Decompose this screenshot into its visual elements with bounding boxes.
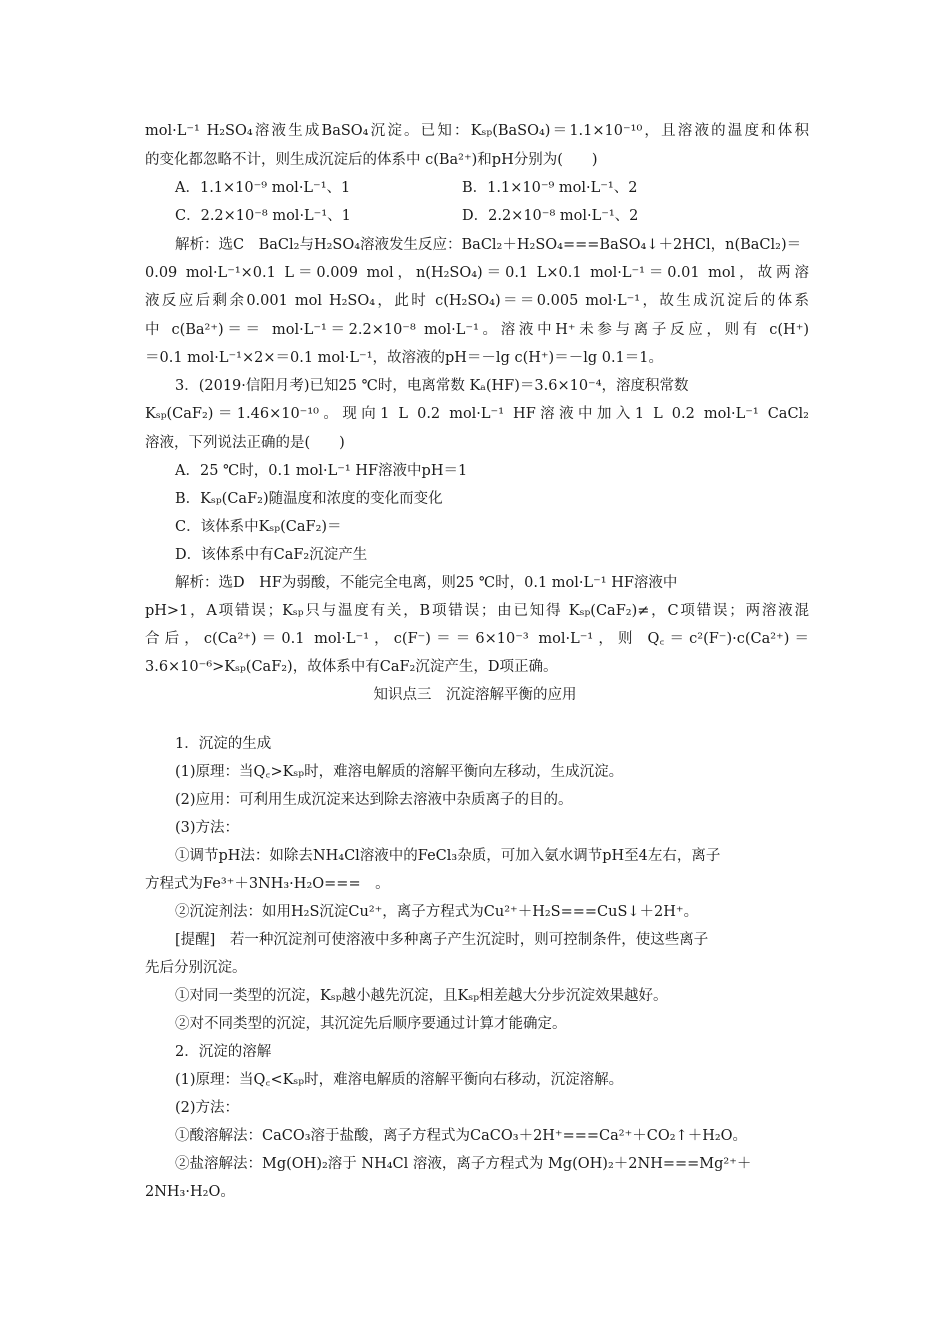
section1-ph-method-line-1: ①调节pH法：如除去NH₄Cl溶液中的FeCl₃杂质，可加入氨水调节pH至4左右，离子 <box>175 848 721 864</box>
section1-ph-method-line-2: 方程式为Fe³⁺＋3NH₃·H₂O=== 。 <box>145 876 390 892</box>
section2-acid-method: ①酸溶解法：CaCO₃溶于盐酸，离子方程式为CaCO₃＋2H⁺===Ca²⁺＋CO₂↑＋H₂O。 <box>175 1128 748 1144</box>
section2-salt-method-line-2: 2NH₃·H₂O。 <box>145 1184 235 1200</box>
section-heading: 知识点三 沉淀溶解平衡的应用 <box>373 687 577 703</box>
q3-option-d: D．该体系中有CaF₂沉淀产生 <box>175 547 368 563</box>
q3-option-b: B．Kₛₚ(CaF₂)随温度和浓度的变化而变化 <box>175 491 443 507</box>
q2-option-b: B．1.1×10⁻⁹ mol·L⁻¹、2 <box>462 180 638 196</box>
section2-title: 2．沉淀的溶解 <box>175 1044 272 1060</box>
q2-analysis-line-3: 液反应后剩余0.001 mol H₂SO₄，此时 c(H₂SO₄)＝＝0.005 mol·L⁻¹，故生成沉淀后的体系 <box>145 293 809 309</box>
q3-analysis-line-4: 3.6×10⁻⁶>Kₛₚ(CaF₂)，故体系中有CaF₂沉淀产生，D项正确。 <box>145 659 558 675</box>
section1-precipitant-method: ②沉淀剂法：如用H₂S沉淀Cu²⁺，离子方程式为Cu²⁺＋H₂S===CuS↓＋2H⁺。 <box>175 904 699 920</box>
section1-tip-point-1: ①对同一类型的沉淀，Kₛₚ越小越先沉淀，且Kₛₚ相差越大分步沉淀效果越好。 <box>175 988 668 1004</box>
section1-title: 1．沉淀的生成 <box>175 736 272 752</box>
q2-option-a: A．1.1×10⁻⁹ mol·L⁻¹、1 <box>175 180 351 196</box>
q2-option-c: C．2.2×10⁻⁸ mol·L⁻¹、1 <box>175 208 351 224</box>
section2-salt-method-line-1: ②盐溶解法：Mg(OH)₂溶于 NH₄Cl 溶液，离子方程式为 Mg(OH)₂＋2NH===Mg²⁺＋ <box>175 1156 752 1172</box>
q3-option-c: C．该体系中Kₛₚ(CaF₂)＝ <box>175 519 342 535</box>
section1-method: (3)方法： <box>175 820 240 836</box>
q3-analysis-line-2: pH>1，A项错误；Kₛₚ只与温度有关，B项错误；由已知得 Kₛₚ(CaF₂)≠，C项错误；两溶液混 <box>145 603 809 619</box>
q3-analysis-line-1: 解析：选D HF为弱酸，不能完全电离，则25 ℃时，0.1 mol·L⁻¹ HF溶液中 <box>175 575 678 591</box>
q2-analysis-line-2: 0.09 mol·L⁻¹×0.1 L＝0.009 mol，n(H₂SO₄)＝0.1 L×0.1 mol·L⁻¹＝0.01 mol，故两溶 <box>145 265 809 281</box>
section2-method: (2)方法： <box>175 1100 240 1116</box>
section2-principle: (1)原理：当Q꜀<Kₛₚ时，难溶电解质的溶解平衡向右移动，沉淀溶解。 <box>175 1072 624 1088</box>
q2-stem-line-1: mol·L⁻¹ H₂SO₄溶液生成BaSO₄沉淀。已知：Kₛₚ(BaSO₄)＝1.1×10⁻¹⁰，且溶液的温度和体积 <box>145 123 809 139</box>
section1-tip-point-2: ②对不同类型的沉淀，其沉淀先后顺序要通过计算才能确定。 <box>175 1016 567 1032</box>
q2-stem-line-2: 的变化都忽略不计，则生成沉淀后的体系中 c(Ba²⁺)和pH分别为( ) <box>145 152 598 168</box>
q2-analysis-line-4: 中 c(Ba²⁺)＝＝ mol·L⁻¹＝2.2×10⁻⁸ mol·L⁻¹。溶液中H⁺未参与离子反应，则有 c(H⁺) <box>145 322 809 338</box>
section1-tip-line-2: 先后分别沉淀。 <box>145 960 247 976</box>
section1-principle: (1)原理：当Q꜀>Kₛₚ时，难溶电解质的溶解平衡向左移动，生成沉淀。 <box>175 764 624 780</box>
q3-stem-line-3: 溶液，下列说法正确的是( ) <box>145 435 345 451</box>
q3-stem-line-2: Kₛₚ(CaF₂)＝1.46×10⁻¹⁰。现向1 L 0.2 mol·L⁻¹ HF溶液中加入1 L 0.2 mol·L⁻¹ CaCl₂ <box>145 406 809 422</box>
q3-analysis-line-3: 合后，c(Ca²⁺)＝0.1 mol·L⁻¹，c(F⁻)＝＝6×10⁻³ mol·L⁻¹，则 Q꜀＝c²(F⁻)·c(Ca²⁺)＝ <box>145 631 809 647</box>
q2-analysis-line-1: 解析：选C BaCl₂与H₂SO₄溶液发生反应：BaCl₂＋H₂SO₄===BaSO₄↓＋2HCl，n(BaCl₂)＝ <box>175 237 802 253</box>
section1-application: (2)应用：可利用生成沉淀来达到除去溶液中杂质离子的目的。 <box>175 792 573 808</box>
q2-option-d: D．2.2×10⁻⁸ mol·L⁻¹、2 <box>462 208 639 224</box>
q2-analysis-line-5: ＝0.1 mol·L⁻¹×2×＝0.1 mol·L⁻¹，故溶液的pH＝－lg c(H⁺)＝－lg 0.1＝1。 <box>145 350 664 366</box>
q3-option-a: A．25 ℃时，0.1 mol·L⁻¹ HF溶液中pH＝1 <box>175 463 468 479</box>
section1-tip-line-1: [提醒] 若一种沉淀剂可使溶液中多种离子产生沉淀时，则可控制条件，使这些离子 <box>175 932 709 948</box>
q3-stem-line-1: 3．(2019·信阳月考)已知25 ℃时，电离常数 Kₐ(HF)＝3.6×10⁻⁴，溶度积常数 <box>175 378 689 394</box>
